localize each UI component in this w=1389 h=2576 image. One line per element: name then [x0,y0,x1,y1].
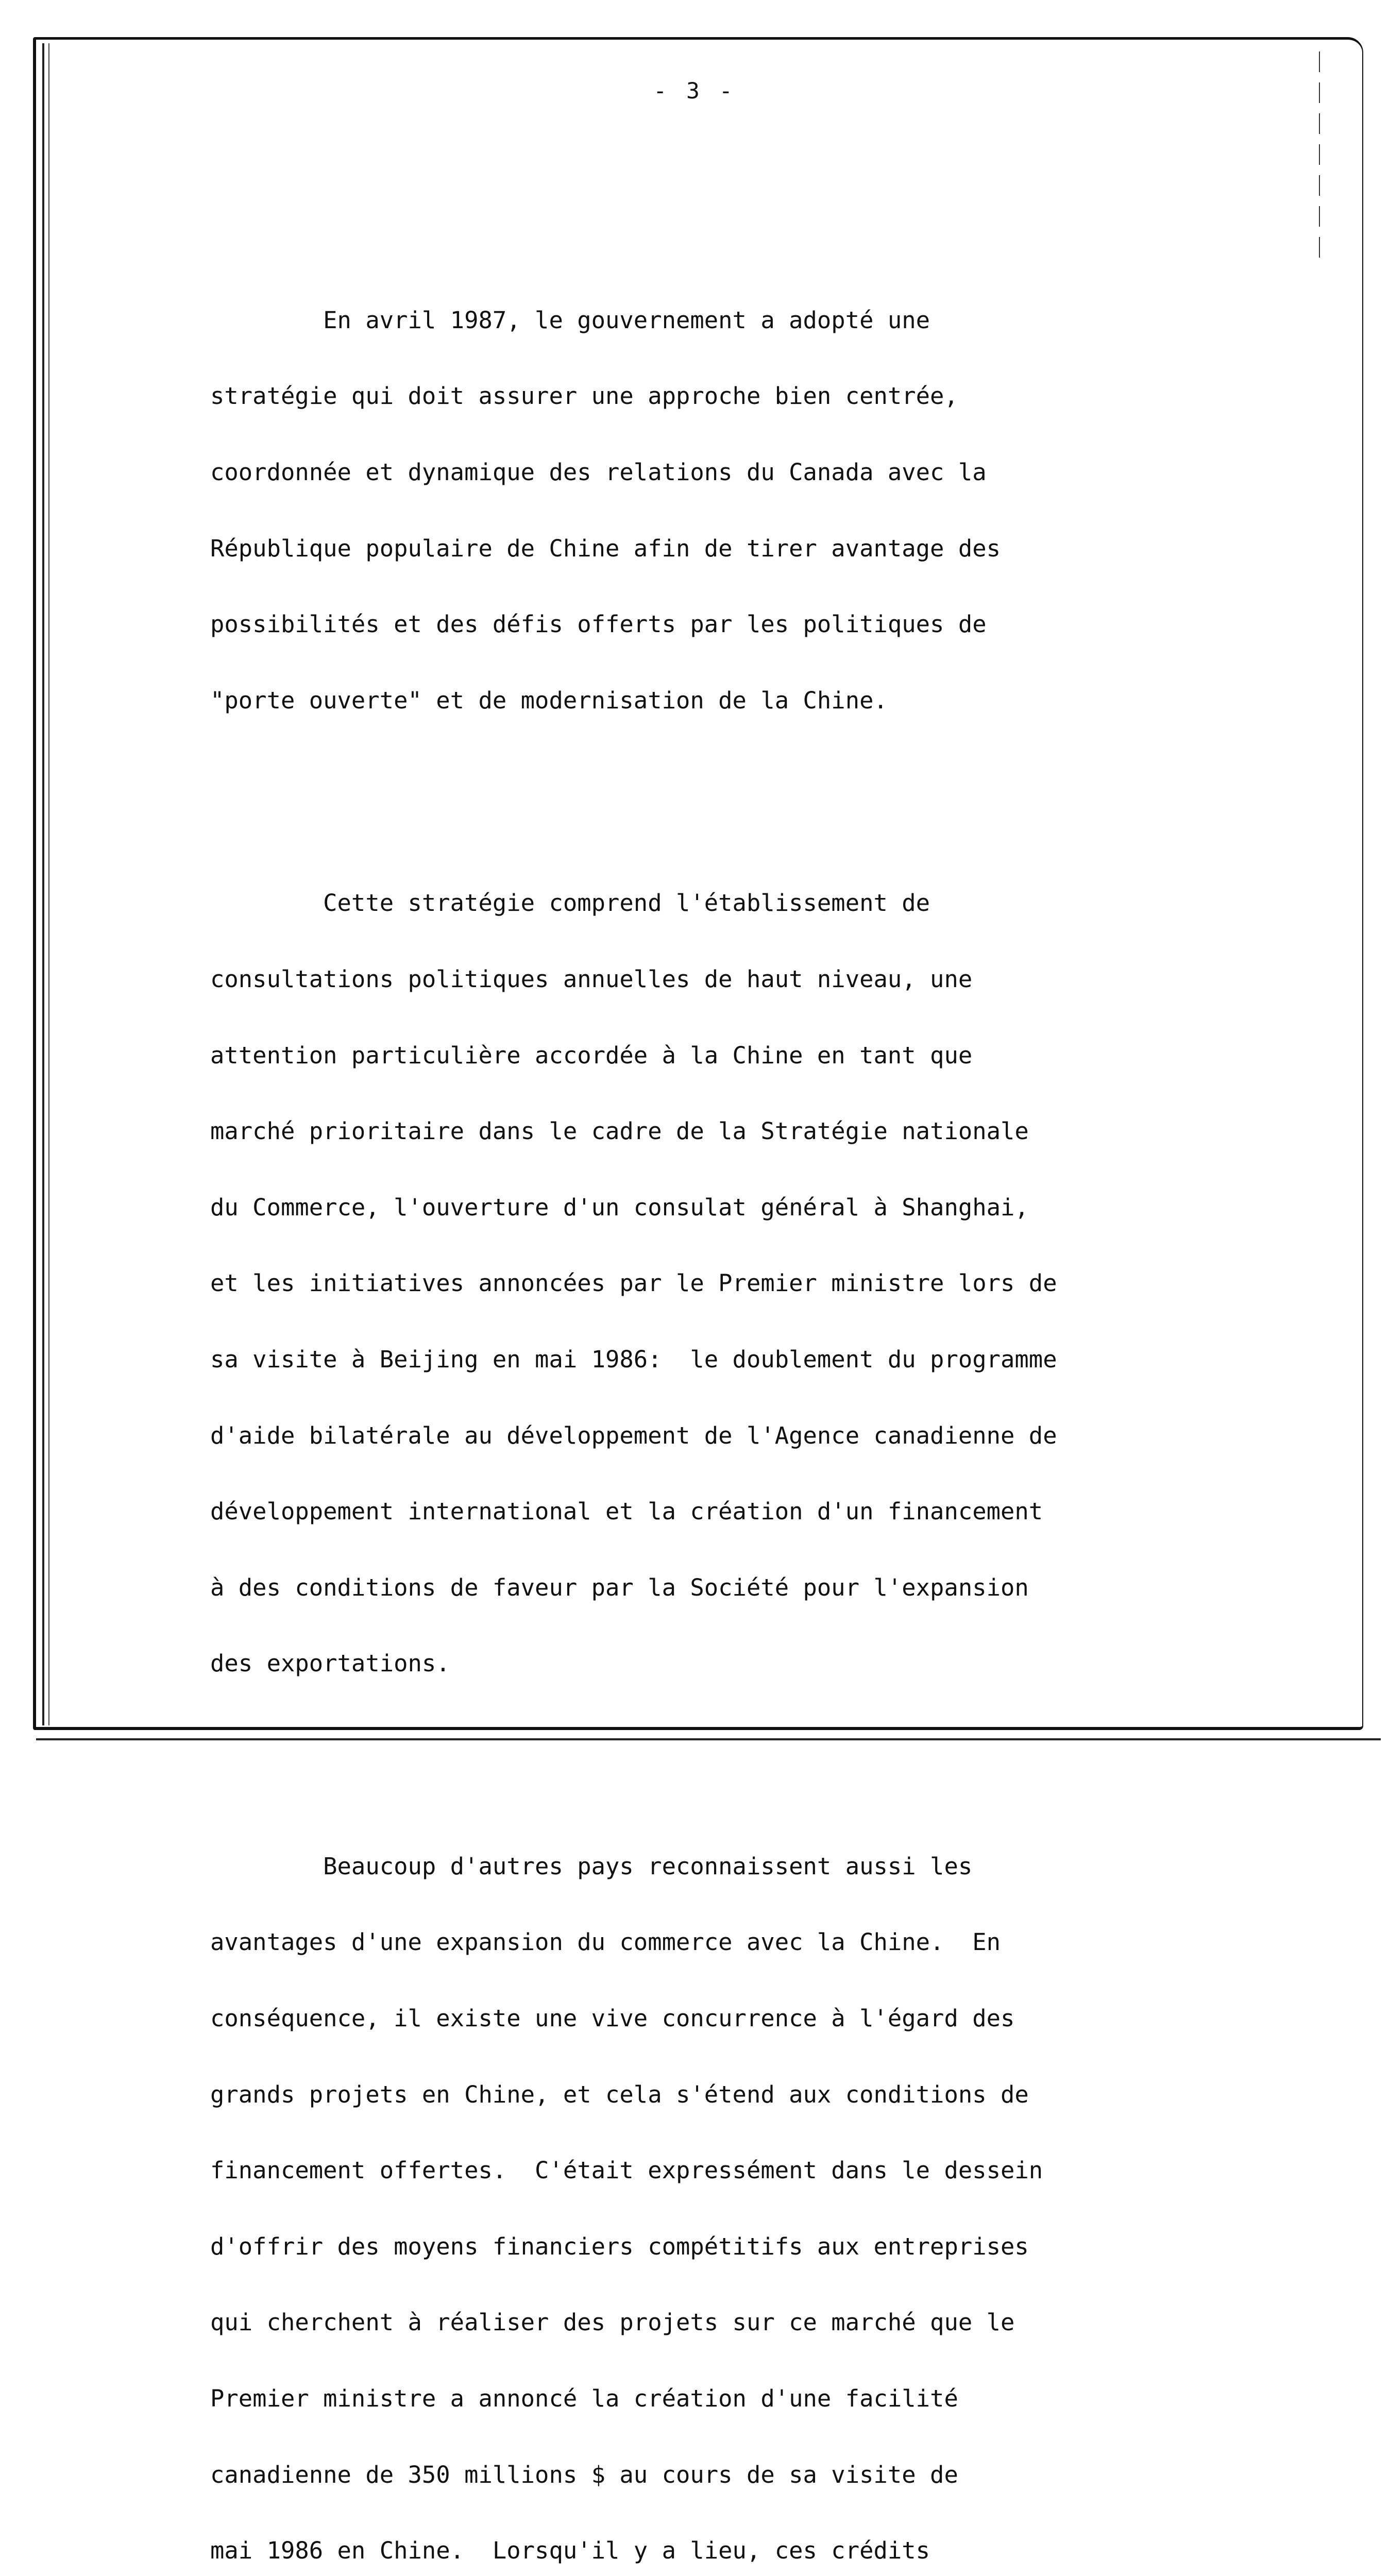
text-line: sa visite à Beijing en mai 1986: le doublement du programme [210,1345,1057,1373]
text-line: avantages d'une expansion du commerce avec la Chine. En [210,1928,1001,1956]
text-line: stratégie qui doit assurer une approche bien centrée, [210,382,958,410]
text-line: financement offertes. C'était expressément dans le dessein [210,2157,1043,2184]
text-line: grands projets en Chine, et cela s'étend aux conditions de [210,2080,1029,2108]
text-line: République populaire de Chine afin de tirer avantage des [210,534,1001,562]
text-line: conséquence, il existe une vive concurrence à l'égard des [210,2005,1015,2032]
text-line: En avril 1987, le gouvernement a adopté une [210,306,930,334]
document-body [210,206,1272,2576]
page-number: - 3 - [653,78,736,104]
text-line: développement international et la création d'un financement [210,1498,1043,1526]
text-line: mai 1986 en Chine. Lorsqu'il y a lieu, ces crédits [210,2537,930,2565]
text-line: Cette stratégie comprend l'établissement de [210,889,930,917]
text-line: possibilités et des défis offerts par les politiques de [210,611,987,638]
text-line: marché prioritaire dans le cadre de la Stratégie nationale [210,1117,1029,1145]
text-line: à des conditions de faveur par la Société pour l'expansion [210,1573,1029,1601]
text-line: des exportations. [210,1650,450,1677]
text-line: d'offrir des moyens financiers compétitifs aux entreprises [210,2232,1029,2260]
text-line: "porte ouverte" et de modernisation de la Chine. [210,686,888,714]
text-line: du Commerce, l'ouverture d'un consulat général à Shanghai, [210,1193,1029,1221]
paragraph [210,840,1272,1727]
text-line: Premier ministre a annoncé la création d'une facilité [210,2385,958,2413]
text-line: attention particulière accordée à la Chine en tant que [210,1041,973,1069]
scan-binding-edge-inner [48,43,49,1725]
text-line: d'aide bilatérale au développement de l'Agence canadienne de [210,1421,1057,1449]
text-line: canadienne de 350 millions $ au cours de sa visite de [210,2461,958,2488]
text-line: Beaucoup d'autres pays reconnaissent aussi les [210,1852,973,1880]
paragraph [210,257,1272,764]
text-line: qui cherchent à réaliser des projets sur ce marché que le [210,2309,1015,2336]
text-line: consultations politiques annuelles de haut niveau, une [210,965,973,993]
scan-binding-edge [42,43,44,1725]
text-line: coordonnée et dynamique des relations du Canada avec la [210,459,987,486]
text-line: et les initiatives annoncées par le Premier ministre lors de [210,1269,1057,1297]
paragraph [210,1803,1272,2576]
